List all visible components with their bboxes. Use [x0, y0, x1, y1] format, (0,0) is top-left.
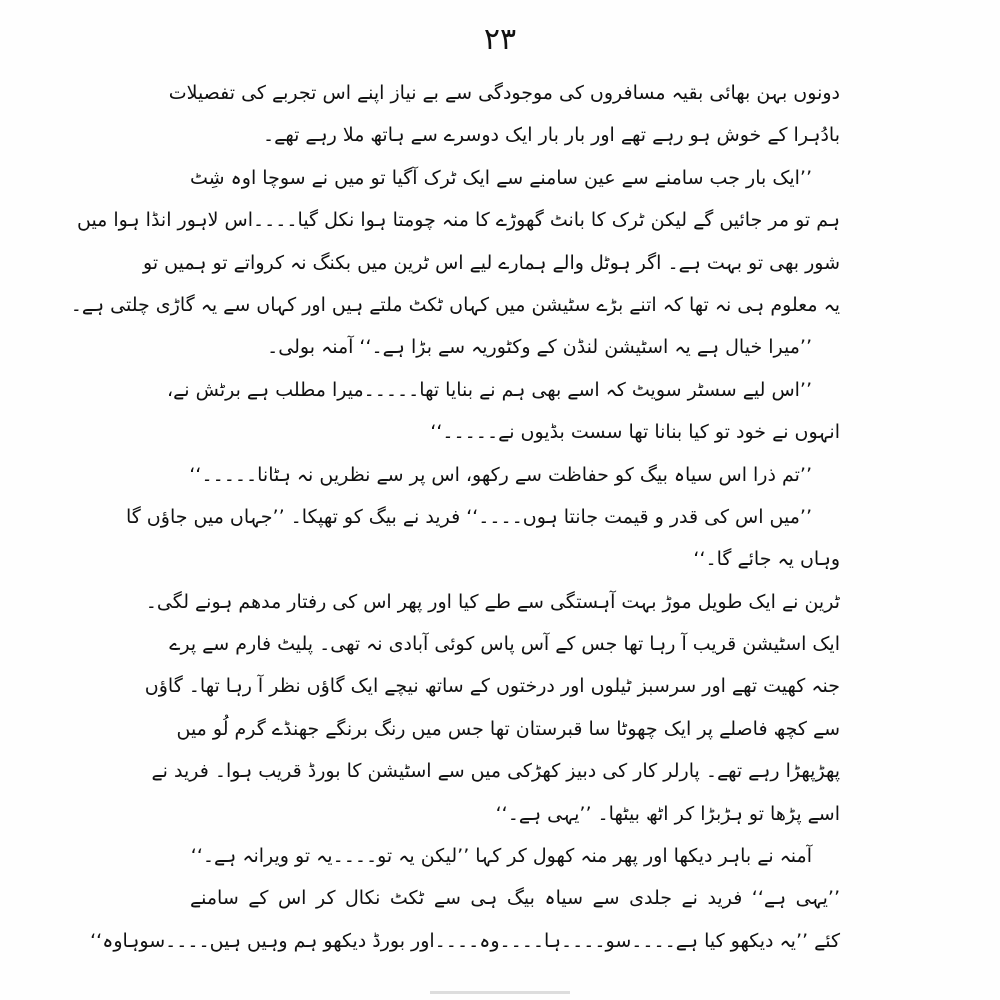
text-line: ’’میں اس کی قدر و قیمت جانتا ہوں۔۔۔۔‘‘ فرید نے بیگ کو تھپکا۔ ’’جہاں میں جاؤں گا	[125, 505, 812, 528]
text-line: ایک اسٹیشن قریب آ رہا تھا جس کے آس پاس کوئی آبادی نہ تھی۔ پلیٹ فارم سے پرے	[169, 633, 840, 656]
text-line: کئے ’’یہ دیکھو کیا ہے۔۔۔۔سو۔۔۔۔ہا۔۔۔۔وہ۔۔۔۔اور بورڈ دیکھو ہم وہیں ہیں۔۔۔۔سوہاوہ‘‘	[90, 929, 840, 952]
text-line: یہ معلوم ہی نہ تھا کہ اتنے بڑے سٹیشن میں کہاں ٹکٹ ملتے ہیں اور کہاں سے یہ گاڑی چلتی ہے۔	[70, 293, 840, 316]
text-line: ’’ایک بار جب سامنے سے عین سامنے سے ایک ٹرک آگیا تو میں نے سوچا اوہ شِٹ	[190, 166, 812, 189]
text-line: ’’اس لیے سسٹر سویٹ کہ اسے بھی ہم نے بنایا تھا۔۔۔۔۔میرا مطلب ہے برٹش نے،	[167, 378, 812, 401]
text-line: دونوں بہن بھائی بقیہ مسافروں کی موجودگی سے بے نیاز اپنے اس تجربے کی تفصیلات	[168, 82, 840, 104]
text-line: ہم تو مر جائیں گے لیکن ٹرک کا بانٹ گھوڑے کا منہ چومتا ہوا نکل گیا۔۔۔۔اس لاہور انڈا ہوا میں	[76, 209, 840, 232]
text-line: پھڑپھڑا رہے تھے۔ پارلر کار کی دبیز کھڑکی میں سے اسٹیشن کا بورڈ قریب ہوا۔ فرید نے	[151, 760, 840, 783]
text-line: اسے پڑھا تو ہڑبڑا کر اٹھ بیٹھا۔ ’’یہی ہے۔‘‘	[495, 802, 840, 825]
text-line: آمنہ نے باہر دیکھا اور پھر منہ کھول کر کہا ’’لیکن یہ تو۔۔۔۔یہ تو ویرانہ ہے۔‘‘	[190, 845, 812, 868]
scan-edge-mark	[430, 991, 570, 994]
page-body-text	[70, 72, 840, 962]
text-line: ’’تم ذرا اس سیاہ بیگ کو حفاظت سے رکھو، اس پر سے نظریں نہ ہٹانا۔۔۔۔۔‘‘	[189, 463, 812, 486]
text-line: وہاں یہ جائے گا۔‘‘	[693, 548, 840, 571]
text-line: شور بھی تو بہت ہے۔ اگر ہوٹل والے ہمارے لیے اس ٹرین میں بکنگ نہ کرواتے تو ہمیں تو	[143, 251, 840, 274]
text-line: ’’یہی ہے‘‘ فرید نے جلدی سے سیاہ بیگ ہی سے ٹکٹ نکال کر اس کے سامنے	[190, 887, 840, 910]
text-line: بادُہرا کے خوش ہو رہے تھے اور بار بار ایک دوسرے سے ہاتھ ملا رہے تھے۔	[263, 124, 840, 147]
text-line: انہوں نے خود تو کیا بنانا تھا سست بڈیوں نے۔۔۔۔۔‘‘	[430, 421, 840, 444]
text-line: ’’میرا خیال ہے یہ اسٹیشن لنڈن کے وکٹوریہ سے بڑا ہے۔‘‘ آمنہ بولی۔	[267, 336, 812, 359]
text-line: سے کچھ فاصلے پر ایک چھوٹا سا قبرستان تھا جس میں رنگ برنگے جھنڈے گرم لُو میں	[176, 717, 840, 740]
text-line: ٹرین نے ایک طویل موڑ بہت آہستگی سے طے کیا اور پھر اس کی رفتار مدھم ہونے لگی۔	[145, 590, 840, 613]
page-number: ۲۳	[483, 22, 517, 57]
text-line: جنہ کھیت تھے اور سرسبز ٹیلوں اور درختوں کے ساتھ نیچے ایک گاؤں نظر آ رہا تھا۔ گاؤں	[144, 675, 840, 698]
